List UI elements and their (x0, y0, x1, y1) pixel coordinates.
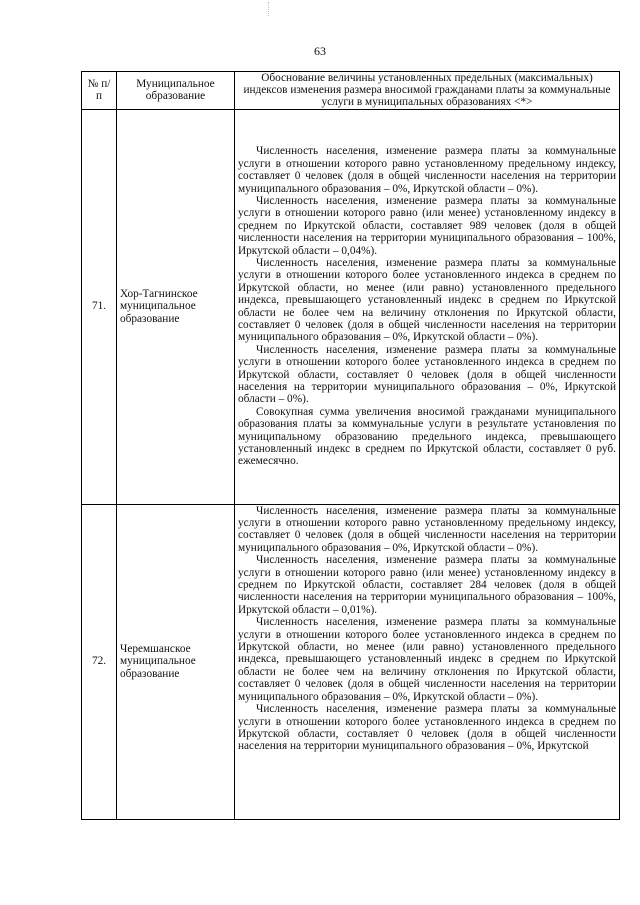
header-basis: Обоснование величины установленных предельных (максимальных) индексов изменения размера вносимой гражданами платы за коммунальные услуги в муниципальных образованиях <*> (235, 72, 620, 110)
basis-paragraph: Численность населения, изменение размера платы за коммунальные услуги в отношении которого более установленного индекса в среднем по Иркутской области, составляет 0 человек (доля в общей численности населения на территории муниципального образования – 0%, Иркутской (238, 703, 616, 753)
basis-paragraph: Численность населения, изменение размера платы за коммунальные услуги в отношении которого равно (или менее) установленному индексу в среднем по Иркутской области, составляет 989 человек (доля в общей численности населения на территории муниципального образования – 100%, Иркутской области – 0,04%). (238, 194, 616, 257)
header-municipality: Муниципальное образование (117, 72, 235, 110)
basis-cell-content (238, 505, 616, 819)
basis-paragraph: Численность населения, изменение размера платы за коммунальные услуги в отношении которого более установленного индекса в среднем по Иркутской области, составляет 0 человек (доля в общей численности населения на территории муниципального образования – 0%, Иркутской области – 0%). (238, 343, 616, 406)
row-number: 71. (82, 109, 117, 504)
basis-paragraph: Численность населения, изменение размера платы за коммунальные услуги в отношении которого равно установленному предельному индексу, составляет 0 человек (доля в общей численности населения на территории муниципального образования – 0%, Иркутской области – 0%). (238, 145, 616, 195)
basis-paragraph: Численность населения, изменение размера платы за коммунальные услуги в отношении которого равно (или менее) установленному индексу в среднем по Иркутской области, составляет 284 человек (доля в общей численности населения на территории муниципального образования – 100%, Иркутской области – 0,01%). (238, 554, 616, 616)
row-number: 72. (82, 504, 117, 819)
table-header-row (82, 72, 620, 110)
basis-cell (235, 504, 620, 819)
municipality-name: Хор-Тагнинское муниципальное образование (117, 109, 235, 504)
page-number: 63 (314, 44, 326, 58)
basis-paragraph: Численность населения, изменение размера платы за коммунальные услуги в отношении которого более установленного индекса в среднем по Иркутской области, но менее (или равно) установленного предельного индекса, превышающего установленный индекс в среднем по Иркутской области не более чем на величину отклонения по Иркутской области, составляет 0 человек (доля в общей численности населения на территории муниципального образования – 0%, Иркутской области – 0%). (238, 256, 616, 344)
municipality-name: Черемшанское муниципальное образование (117, 504, 235, 819)
table-row (82, 504, 620, 819)
basis-paragraph: Совокупная сумма увеличения вносимой гражданами муниципального образования платы за коммунальные услуги в результате установления по муниципальному образованию предельного индекса, превышающего установленный индекс в среднем по Иркутской области, составляет 0 руб. ежемесячно. (238, 405, 616, 468)
table-row (82, 109, 620, 504)
basis-paragraph: Численность населения, изменение размера платы за коммунальные услуги в отношении которого более установленного индекса в среднем по Иркутской области, но менее (или равно) установленного предельного индекса, превышающего установленный индекс в среднем по Иркутской области не более чем на величину отклонения по Иркутской области, составляет 0 человек (доля в общей численности населения на территории муниципального образования – 0%, Иркутской области – 0%). (238, 616, 616, 703)
basis-cell (235, 109, 620, 504)
basis-paragraph: Численность населения, изменение размера платы за коммунальные услуги в отношении которого равно установленному предельному индексу, составляет 0 человек (доля в общей численности населения на территории муниципального образования – 0%, Иркутской области – 0%). (238, 504, 616, 554)
scan-artifact (268, 2, 275, 16)
justification-table (81, 71, 620, 820)
header-num: № п/п (82, 72, 117, 110)
